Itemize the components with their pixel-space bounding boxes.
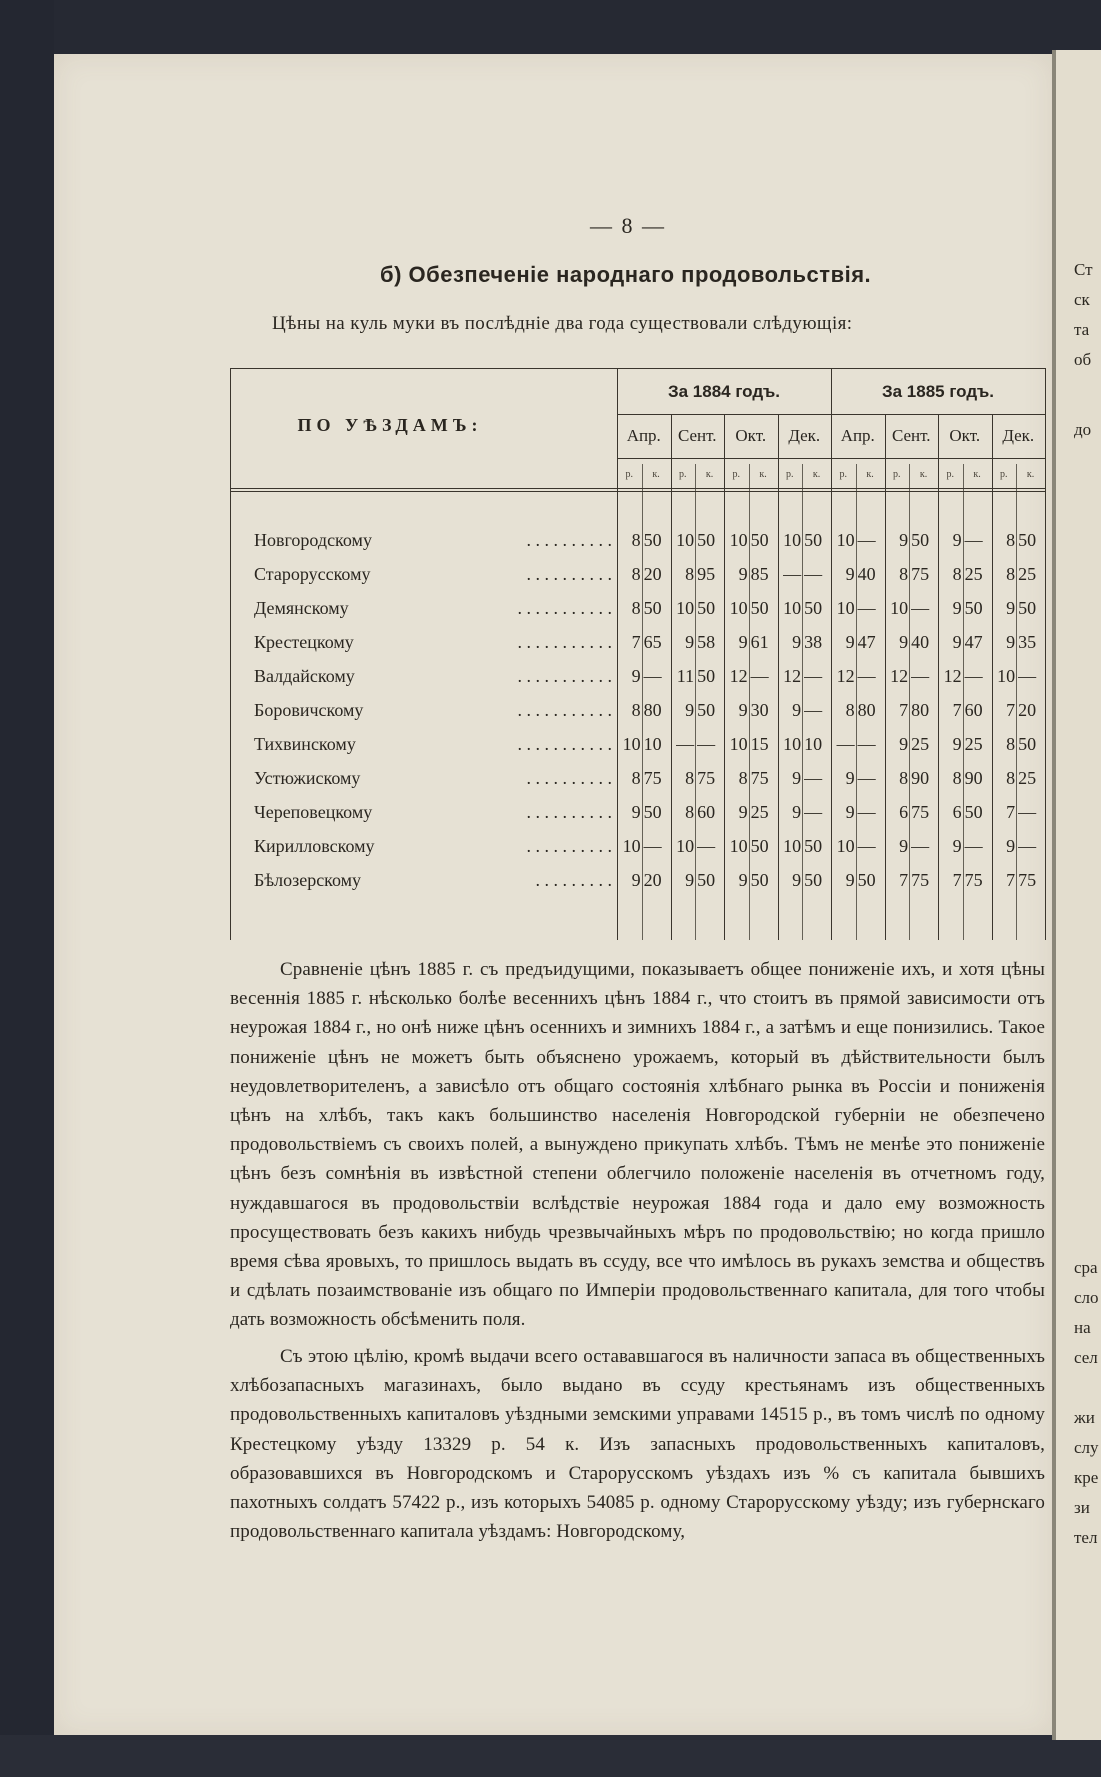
adjacent-page-text: на	[1074, 1318, 1091, 1337]
intro-line: Цѣны на куль муки въ послѣдніе два года существовали слѣдующія:	[272, 313, 853, 334]
price-kopeks: 65	[643, 632, 662, 652]
price-kopeks: —	[804, 700, 823, 720]
scan-background-top	[0, 0, 1101, 54]
year-header: За 1884 годъ.	[667, 382, 781, 401]
price-rubles: 7	[631, 632, 641, 652]
price-kopeks: —	[1018, 666, 1037, 686]
table-row-name: Череповецкому	[254, 802, 373, 822]
price-kopeks: 75	[750, 768, 769, 788]
adjacent-page-text: сел	[1074, 1348, 1098, 1367]
price-rubles: 9	[952, 530, 962, 550]
price-kopeks: 50	[1018, 530, 1037, 550]
price-rubles: 10	[729, 598, 748, 618]
unit-header: к.	[652, 469, 660, 480]
adjacent-page-text: сло	[1074, 1288, 1099, 1307]
price-rubles: 7	[1006, 870, 1016, 890]
price-kopeks: 47	[964, 632, 983, 652]
price-kopeks: 50	[964, 598, 983, 618]
price-rubles: 9	[792, 632, 802, 652]
unit-header: к.	[705, 469, 714, 480]
price-kopeks: —	[964, 666, 983, 686]
unit-header: к.	[759, 469, 767, 480]
scan-background-bottom	[0, 1735, 1101, 1777]
price-rubles: 8	[685, 564, 695, 584]
price-kopeks: 75	[964, 870, 983, 890]
price-rubles: 11	[676, 666, 695, 686]
price-kopeks: 50	[697, 598, 716, 618]
price-kopeks: —	[643, 836, 662, 856]
price-kopeks: 25	[1018, 768, 1037, 788]
price-rubles: 7	[1006, 802, 1016, 822]
price-kopeks: 61	[750, 632, 769, 652]
table-row-name: Тихвинскому	[254, 734, 356, 754]
price-kopeks: 75	[697, 768, 716, 788]
price-rubles: 12	[836, 666, 855, 686]
price-kopeks: 50	[697, 666, 716, 686]
price-rubles: 9	[1006, 632, 1016, 652]
price-rubles: 8	[1006, 530, 1016, 550]
price-kopeks: 38	[804, 632, 823, 652]
table-row-leader: . . . . . . . . . .	[526, 836, 612, 856]
price-rubles: 7	[899, 700, 909, 720]
price-rubles: 6	[952, 802, 962, 822]
price-kopeks: —	[804, 666, 823, 686]
adjacent-page-text: сра	[1074, 1258, 1098, 1277]
price-rubles: 8	[952, 564, 962, 584]
price-kopeks: —	[750, 666, 769, 686]
price-kopeks: 80	[857, 700, 876, 720]
price-kopeks: 20	[643, 870, 662, 890]
price-rubles: —	[836, 734, 855, 754]
price-kopeks: 25	[1018, 564, 1037, 584]
price-kopeks: 47	[857, 632, 876, 652]
month-header: Сент.	[891, 426, 931, 445]
table-row-name: Демянскому	[254, 598, 349, 618]
unit-header: р.	[946, 469, 955, 480]
price-rubles: 8	[631, 530, 641, 550]
table-left-rule	[230, 368, 231, 940]
price-kopeks: —	[857, 802, 876, 822]
price-rubles: 8	[631, 564, 641, 584]
adjacent-page-text: Ст	[1074, 260, 1093, 279]
price-rubles: 10	[997, 666, 1016, 686]
adjacent-page-text: та	[1074, 320, 1090, 339]
price-rubles: 9	[685, 870, 695, 890]
price-kopeks: 50	[643, 598, 662, 618]
price-rubles: 10	[783, 530, 802, 550]
table-row-leader: . . . . . . . . . . .	[517, 700, 612, 720]
price-kopeks: 30	[750, 700, 769, 720]
price-rubles: 9	[685, 632, 695, 652]
section-heading: б) Обезпеченіе народнаго продовольствія.	[380, 262, 872, 287]
price-rubles: 8	[631, 598, 641, 618]
price-rubles: 10	[729, 734, 748, 754]
price-rubles: 7	[952, 700, 962, 720]
table-row-leader: . . . . . . . . . . .	[517, 666, 612, 686]
price-kopeks: 50	[804, 598, 823, 618]
price-kopeks: —	[697, 836, 716, 856]
price-rubles: 9	[738, 870, 748, 890]
table-row-name: Кирилловскому	[254, 836, 375, 856]
unit-header: к.	[919, 469, 928, 480]
price-kopeks: 50	[1018, 734, 1037, 754]
price-rubles: 8	[631, 700, 641, 720]
adjacent-page-text: тел	[1074, 1528, 1098, 1547]
price-rubles: 7	[952, 870, 962, 890]
table-corner-label: ПО УѢЗДАМЪ:	[297, 415, 483, 435]
table-row-leader: . . . . . . . . . . .	[517, 734, 612, 754]
price-rubles: 9	[792, 870, 802, 890]
year-header: За 1885 годъ.	[881, 382, 995, 401]
table-row-name: Бѣлозерскому	[254, 870, 362, 890]
price-rubles: 9	[792, 802, 802, 822]
price-kopeks: 50	[964, 802, 983, 822]
price-rubles: 10	[622, 734, 641, 754]
price-kopeks: 40	[911, 632, 930, 652]
unit-header: р.	[786, 469, 794, 480]
price-kopeks: —	[1018, 836, 1037, 856]
price-kopeks: 90	[964, 768, 983, 788]
price-kopeks: 75	[911, 802, 930, 822]
price-rubles: 8	[738, 768, 748, 788]
price-rubles: 10	[783, 836, 802, 856]
price-kopeks: —	[964, 530, 983, 550]
price-kopeks: 95	[697, 564, 716, 584]
price-rubles: 10	[729, 836, 748, 856]
price-rubles: 10	[836, 530, 855, 550]
price-kopeks: 85	[750, 564, 769, 584]
price-kopeks: 90	[911, 768, 930, 788]
adjacent-page-edge	[1056, 50, 1101, 1740]
price-kopeks: 25	[911, 734, 930, 754]
price-rubles: 8	[1006, 564, 1016, 584]
unit-header: р.	[893, 469, 901, 480]
price-kopeks: 50	[750, 530, 769, 550]
price-kopeks: —	[857, 836, 876, 856]
price-rubles: 9	[1006, 836, 1016, 856]
price-rubles: 6	[899, 802, 909, 822]
unit-header: р.	[732, 469, 741, 480]
price-rubles: 8	[685, 768, 695, 788]
price-rubles: —	[783, 564, 802, 584]
adjacent-page-text: об	[1074, 350, 1092, 369]
month-header: Сент.	[677, 426, 717, 445]
price-rubles: 9	[738, 632, 748, 652]
price-kopeks: —	[911, 666, 930, 686]
price-kopeks: 50	[804, 836, 823, 856]
table-row-leader: . . . . . . . . . . .	[517, 598, 612, 618]
price-rubles: 8	[899, 564, 909, 584]
ruble-kopek-divider	[1016, 464, 1017, 940]
price-kopeks: —	[964, 836, 983, 856]
table-row-name: Устюжискому	[254, 768, 361, 788]
table-row-name: Новгородскому	[254, 530, 372, 550]
unit-header: к.	[812, 469, 821, 480]
header-bottom-rule-2	[230, 491, 1045, 492]
table-row-leader: . . . . . . . . . .	[526, 530, 612, 550]
price-rubles: 9	[899, 836, 909, 856]
price-rubles: 9	[952, 632, 962, 652]
adjacent-page-text: жи	[1074, 1408, 1095, 1427]
price-rubles: 10	[729, 530, 748, 550]
price-kopeks: 80	[911, 700, 930, 720]
price-kopeks: 50	[804, 530, 823, 550]
price-kopeks: 60	[697, 802, 716, 822]
price-kopeks: 20	[1018, 700, 1037, 720]
unit-header: к.	[1026, 469, 1035, 480]
price-rubles: 9	[631, 666, 641, 686]
price-rubles: 9	[685, 700, 695, 720]
table-row-leader: . . . . . . . . . .	[526, 802, 612, 822]
price-kopeks: 75	[911, 870, 930, 890]
price-rubles: 9	[845, 870, 855, 890]
price-kopeks: 50	[911, 530, 930, 550]
price-rubles: 9	[845, 632, 855, 652]
price-kopeks: 25	[750, 802, 769, 822]
month-header: Апр.	[626, 426, 661, 445]
unit-header: р.	[679, 469, 687, 480]
month-header: Окт.	[949, 426, 981, 445]
price-rubles: 10	[676, 598, 695, 618]
price-table	[230, 368, 1045, 940]
price-kopeks: 58	[697, 632, 716, 652]
price-kopeks: 20	[643, 564, 662, 584]
price-rubles: 7	[1006, 700, 1016, 720]
unit-header: р.	[839, 469, 848, 480]
adjacent-page-text: ск	[1074, 290, 1090, 309]
price-kopeks: 50	[643, 530, 662, 550]
page-number: — 8 —	[590, 213, 666, 238]
price-kopeks: 75	[911, 564, 930, 584]
price-kopeks: —	[643, 666, 662, 686]
price-kopeks: 10	[643, 734, 662, 754]
price-rubles: 9	[738, 564, 748, 584]
price-kopeks: 50	[804, 870, 823, 890]
price-kopeks: 10	[804, 734, 823, 754]
price-kopeks: 50	[750, 598, 769, 618]
price-rubles: 9	[952, 598, 962, 618]
price-kopeks: 50	[697, 530, 716, 550]
table-row-name: Старорусскому	[254, 564, 371, 584]
price-rubles: 8	[1006, 768, 1016, 788]
price-kopeks: 75	[643, 768, 662, 788]
price-kopeks: —	[697, 734, 716, 754]
adjacent-page-text: зи	[1074, 1498, 1090, 1517]
price-kopeks: 60	[964, 700, 983, 720]
price-kopeks: —	[804, 802, 823, 822]
price-kopeks: 50	[697, 700, 716, 720]
ruble-kopek-divider	[909, 464, 910, 940]
price-rubles: 10	[783, 734, 802, 754]
price-kopeks: 25	[964, 734, 983, 754]
price-rubles: 8	[685, 802, 695, 822]
price-rubles: 10	[836, 836, 855, 856]
price-kopeks: 50	[750, 836, 769, 856]
price-kopeks: —	[911, 598, 930, 618]
adjacent-page-text: кре	[1074, 1468, 1099, 1487]
price-rubles: 12	[890, 666, 909, 686]
price-rubles: 7	[899, 870, 909, 890]
price-kopeks: —	[911, 836, 930, 856]
adjacent-page-text: слу	[1074, 1438, 1099, 1457]
price-rubles: 8	[1006, 734, 1016, 754]
price-kopeks: 15	[750, 734, 769, 754]
price-rubles: 9	[1006, 598, 1016, 618]
price-rubles: 9	[631, 802, 641, 822]
price-kopeks: —	[857, 598, 876, 618]
price-rubles: 9	[845, 564, 855, 584]
table-row-name: Валдайскому	[254, 666, 355, 686]
price-kopeks: —	[804, 564, 823, 584]
price-rubles: 9	[952, 836, 962, 856]
price-rubles: 9	[738, 700, 748, 720]
price-rubles: 9	[845, 802, 855, 822]
table-row-name: Крестецкому	[254, 632, 354, 652]
month-header: Апр.	[840, 426, 875, 445]
paragraph-2: Съ этою цѣлію, кромѣ выдачи всего остававшагося въ наличности запаса въ общественныхъ хлѣбозапасныхъ магазинахъ, было выдано въ ссуду крестьянамъ изъ общественныхъ продовольственныхъ капиталовъ уѣздными земскими управами 14515 р., въ томъ числѣ по одному Крестецкому уѣзду 13329 р. 54 к. Изъ запасныхъ продовольственныхъ капиталовъ, образовавшихся въ Новгородскомъ и Старорусскомъ уѣздахъ изъ % съ капитала бывшихъ пахотныхъ солдатъ 57422 р., изъ которыхъ 54085 р. одному Старорусскому уѣзду; изъ губернскаго продовольственнаго капитала уѣздамъ: Новгородскому,	[230, 1346, 1045, 1543]
unit-header: р.	[1000, 469, 1008, 480]
price-rubles: 9	[899, 530, 909, 550]
price-kopeks: 35	[1018, 632, 1037, 652]
price-rubles: 9	[792, 768, 802, 788]
table-row-leader: . . . . . . . . . .	[526, 768, 612, 788]
price-kopeks: 50	[750, 870, 769, 890]
price-rubles: 12	[783, 666, 802, 686]
month-header: Дек.	[1002, 426, 1035, 445]
price-rubles: 9	[845, 768, 855, 788]
price-rubles: 10	[890, 598, 909, 618]
price-kopeks: —	[1018, 802, 1037, 822]
price-kopeks: 50	[697, 870, 716, 890]
price-rubles: 10	[622, 836, 641, 856]
price-kopeks: —	[804, 768, 823, 788]
table-top-rule	[230, 368, 1045, 369]
paragraph-1: Сравненіе цѣнъ 1885 г. съ предъидущими, показываетъ общее пониженіе ихъ, и хотя цѣны весеннія 1885 г. нѣсколько болѣе весеннихъ цѣнъ 1884 г., что стоитъ въ прямой зависимости отъ неурожая 1884 г., но онѣ ниже цѣнъ осеннихъ и зимнихъ 1884 г., а затѣмъ и еще понизились. Такое пониженіе цѣнъ не можетъ быть объяснено урожаемъ, который въ дѣйствительности былъ неудовлетворителенъ, а зависѣло отъ общаго состоянія хлѣбнаго рынка въ Россіи и пониженія цѣнъ на хлѣбъ, такъ какъ большинство населенія Новгородской губерніи не обезпечено продовольствіемъ съ своихъ полей, а вынуждено прикупать хлѣбъ. Тѣмъ не менѣе это пониженіе цѣнъ безъ сомнѣнія въ извѣстной степени облегчило положеніе населенія въ отчетномъ году, нуждавшагося въ продовольствіи вслѣдствіе неурожая 1884 года и дало ему возможность просуществовать безъ какихъ нибудь чрезвычайныхъ мѣръ по продовольствію; но когда пришло время сѣва яровыхъ, то пришлось выдать въ ссуду, все что имѣлось въ рукахъ земства и обществъ и сдѣлать позаимствованіе изъ общаго по Имперіи продовольственнаго капитала, для того чтобы дать возможность обсѣменить поля.	[230, 959, 1045, 1331]
price-rubles: 10	[836, 598, 855, 618]
price-kopeks: —	[857, 666, 876, 686]
price-rubles: 9	[899, 734, 909, 754]
table-right-rule	[1045, 368, 1046, 940]
table-row-leader: . . . . . . . . .	[535, 870, 612, 890]
scan-background-left	[0, 0, 54, 1777]
unit-header: р.	[625, 469, 634, 480]
ruble-kopek-divider	[695, 464, 696, 940]
month-header: Окт.	[735, 426, 767, 445]
price-kopeks: 50	[643, 802, 662, 822]
unit-header: к.	[866, 469, 874, 480]
price-kopeks: 40	[857, 564, 876, 584]
price-rubles: 9	[792, 700, 802, 720]
price-rubles: 10	[676, 530, 695, 550]
price-kopeks: 75	[1018, 870, 1037, 890]
price-kopeks: 25	[964, 564, 983, 584]
table-row-leader: . . . . . . . . . .	[526, 564, 612, 584]
price-rubles: —	[676, 734, 695, 754]
price-rubles: 12	[729, 666, 748, 686]
adjacent-page-text: до	[1074, 420, 1092, 439]
price-rubles: 8	[899, 768, 909, 788]
header-bottom-rule	[230, 488, 1045, 489]
price-rubles: 12	[943, 666, 962, 686]
ruble-kopek-divider	[802, 464, 803, 940]
price-kopeks: 80	[643, 700, 662, 720]
price-rubles: 10	[783, 598, 802, 618]
price-kopeks: —	[857, 530, 876, 550]
price-kopeks: —	[857, 768, 876, 788]
table-row-name: Боровичскому	[254, 700, 364, 720]
unit-header: к.	[973, 469, 981, 480]
table-row-leader: . . . . . . . . . . .	[517, 632, 612, 652]
price-rubles: 8	[952, 768, 962, 788]
price-kopeks: —	[857, 734, 876, 754]
price-rubles: 9	[738, 802, 748, 822]
price-kopeks: 50	[1018, 598, 1037, 618]
price-kopeks: 50	[857, 870, 876, 890]
month-header: Дек.	[788, 426, 821, 445]
price-rubles: 10	[676, 836, 695, 856]
price-rubles: 8	[631, 768, 641, 788]
price-rubles: 9	[952, 734, 962, 754]
price-rubles: 9	[631, 870, 641, 890]
price-rubles: 8	[845, 700, 855, 720]
price-rubles: 9	[899, 632, 909, 652]
